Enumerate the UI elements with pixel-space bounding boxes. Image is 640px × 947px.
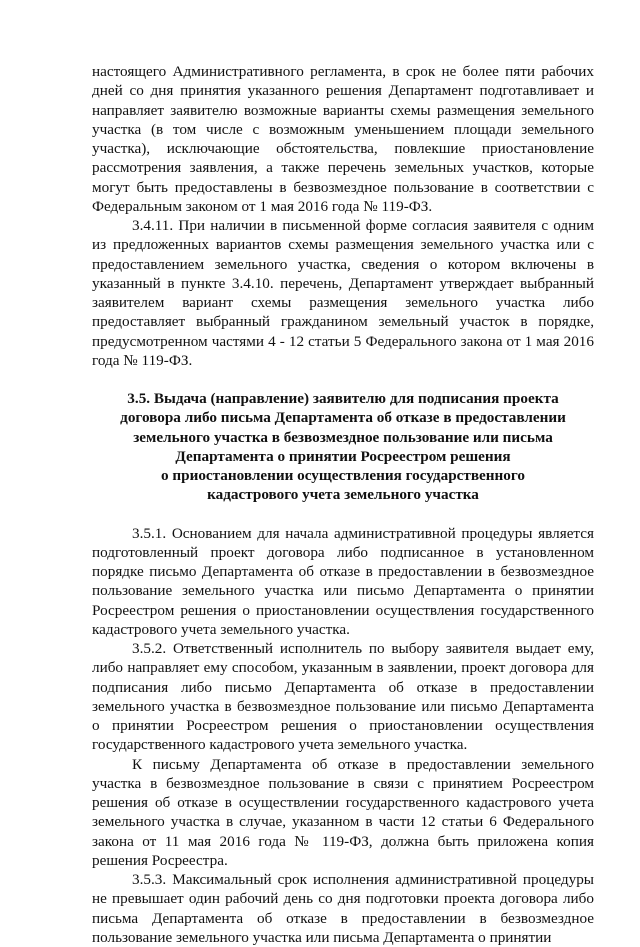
paragraph-3-5-1: 3.5.1. Основанием для начала административной процедуры является подготовленный проект договора либо подписанное в установленном порядке письмо Департамента об отказе в предоставлении в безвозмездное пользование земельного участка или письмо Департамента о принятии Росреестром решения о приостановлении осуществления государственного кадастрового учета земельного участка. <box>92 524 594 638</box>
paragraph-3-4-11: 3.4.11. При наличии в письменной форме согласия заявителя с одним из предложенных вариантов схемы размещения земельного участка или с предоставлением земельного участка, сведения о котором включены в указанный в пункте 3.4.10. перечень, Департамент утверждает выбранный заявителем вариант схемы размещения земельного участка либо предоставляет выбранный гражданином земельный участок в порядке, предусмотренном частями 4 - 12 статьи 5 Федерального закона от 1 мая 2016 года № 119-ФЗ. <box>92 217 594 369</box>
paragraph-3-5-2: 3.5.2. Ответственный исполнитель по выбору заявителя выдает ему, либо направляет ему способом, указанным в заявлении, проект договора для подписания либо письмо Департамента об отказе в предоставлении земельного участка в безвозмездное пользование или письмо Департамента о принятии Росреестром решения о приостановлении осуществления государственного кадастрового учета земельного участка. <box>92 640 594 754</box>
paragraph-continuation: настоящего Административного регламента, в срок не более пяти рабочих дней со дня принятия указанного решения Департамент подготавливает и направляет заявителю возможные варианты схемы размещения земельного участка (в том числе с возможным уменьшением площади земельного участка), исключающие обстоятельства, повлекшие приостановление рассмотрения заявления, а также перечень земельных участков, которые могут быть предоставлены в безвозмездное пользование в соответствии с Федеральным законом от 1 мая 2016 года № 119-ФЗ. <box>92 63 594 215</box>
paragraph-letter-attachment: К письму Департамента об отказе в предоставлении земельного участка в безвозмездное пользование в связи с принятием Росреестром решения об отказе в осуществлении государственного кадастрового учета земельного участка в случае, указанном в части 12 статьи 6 Федерального закона от 11 мая 2016 года № 119-ФЗ, должна быть приложена копия решения Росреестра. <box>92 755 594 869</box>
heading-line: земельного участка в безвозмездное пользование или письма <box>133 428 553 446</box>
heading-line: 3.5. Выдача (направление) заявителю для подписания проекта <box>127 390 559 407</box>
heading-line: о приостановлении осуществления государственного <box>160 467 525 484</box>
section-heading-3-5 <box>92 389 594 505</box>
paragraph-3-5-3: 3.5.3. Максимальный срок исполнения административной процедуры не превышает один рабочий день со дня подготовки проекта договора либо письма Департамента об отказе в предоставлении в безвозмездное пользование земельного участка или письма Департамента о принятии <box>92 871 594 946</box>
heading-line: кадастрового учета земельного участка <box>207 486 479 504</box>
heading-line: договора либо письма Департамента об отказе в предоставлении <box>120 409 566 427</box>
heading-line: Департамента о принятии Росреестром решения <box>175 447 511 465</box>
